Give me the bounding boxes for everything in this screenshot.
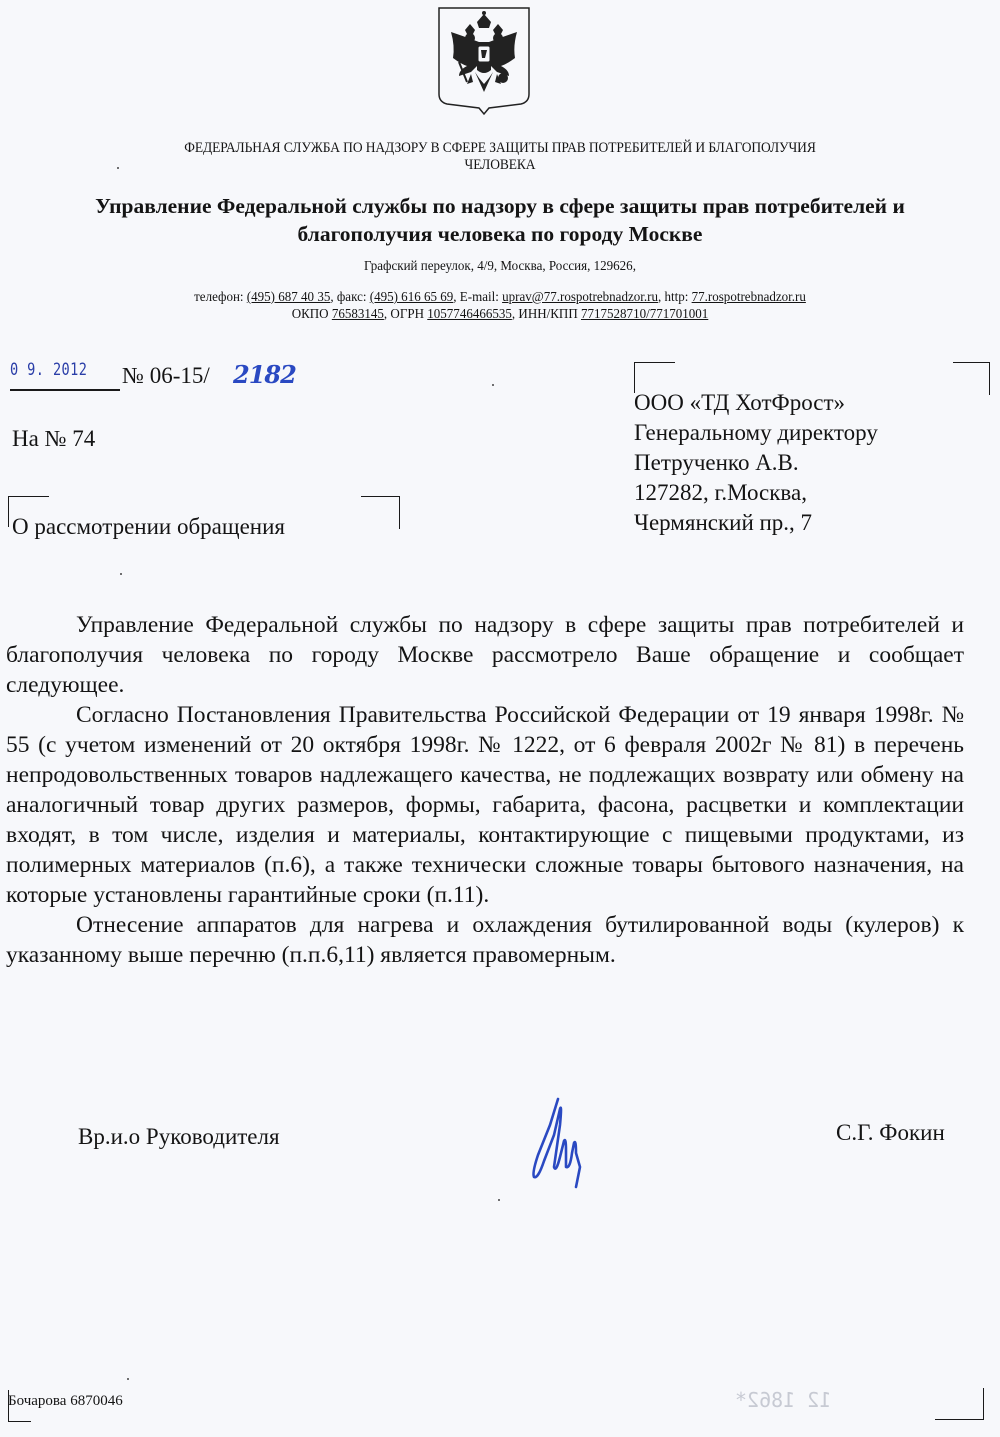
- registration-block: [8, 360, 338, 390]
- bracket-bottom-left: [8, 1390, 31, 1422]
- agency-address: Графский переулок, 4/9, Москва, Россия, 129626,: [364, 259, 636, 274]
- registration-date-underline: [10, 389, 120, 391]
- okpo-label: ОКПО: [291, 307, 332, 322]
- website-link[interactable]: 77.rospotrebnadzor.ru: [691, 290, 806, 305]
- bracket-bottom-right: [935, 1388, 984, 1420]
- department-title-line-1: Управление Федеральной службы по надзору в сфере защиты прав потребителей и: [95, 194, 905, 218]
- subject-text: О рассмотрении обращения: [12, 514, 285, 539]
- reference-number: На № 74: [12, 426, 96, 451]
- ogrn-value: 1057746466535: [427, 307, 512, 322]
- recipient-block: [634, 362, 990, 542]
- fax-label: , факс:: [330, 290, 370, 305]
- scan-speck: [127, 1378, 129, 1380]
- scan-speck: [498, 1199, 500, 1201]
- bracket-top-right: [361, 496, 400, 529]
- department-title-line-2: благополучия человека по городу Москве: [297, 222, 703, 246]
- scan-speck: [492, 384, 494, 386]
- incoming-stamp-bleed-through: 12 1862*: [735, 1388, 832, 1412]
- agency-contacts: [35, 289, 965, 323]
- body-paragraph: Отнесение аппаратов для нагрева и охлаждения бутилированной воды (кулеров) к указанному выше перечню (п.п.6,11) является правомерным.: [6, 912, 964, 968]
- bracket-top-right: [953, 362, 990, 395]
- recipient-name: Петрученко А.В.: [634, 450, 799, 475]
- handwritten-signature-icon: [510, 1095, 590, 1190]
- recipient-address-street: Чермянский пр., 7: [634, 510, 813, 535]
- subject-block: [8, 496, 400, 539]
- letter-body: [6, 610, 964, 970]
- email-link[interactable]: uprav@77.rospotrebnadzor.ru: [502, 290, 658, 305]
- body-paragraph: Управление Федеральной службы по надзору в сфере защиты прав потребителей и благополучия человека по городу Москве рассмотрело Ваше обращение и сообщает следующее.: [6, 612, 964, 698]
- phone-label: телефон:: [194, 290, 247, 305]
- inn-kpp-value: 7717528710/771701001: [580, 307, 709, 322]
- scan-speck: [120, 573, 122, 575]
- agency-name-upper: [35, 140, 965, 174]
- agency-name-line-1: ФЕДЕРАЛЬНАЯ СЛУЖБА ПО НАДЗОРУ В СФЕРЕ ЗАЩИТЫ ПРАВ ПОТРЕБИТЕЛЕЙ И БЛАГОПОЛУЧИЯ: [184, 140, 816, 156]
- ogrn-label: , ОГРН: [383, 307, 428, 322]
- registration-number-handwritten: 2182: [233, 360, 296, 389]
- recipient-position: Генеральному директору: [634, 420, 878, 445]
- coat-of-arms-icon: [437, 6, 531, 116]
- registration-date-stamp: 0 9. 2012: [10, 360, 88, 380]
- scan-speck: [117, 167, 119, 169]
- bracket-top-left: [634, 362, 675, 393]
- recipient-address-city: 127282, г.Москва,: [634, 480, 807, 505]
- signer-position: Вр.и.о Руководителя: [78, 1124, 280, 1149]
- website-label: , http:: [657, 290, 692, 305]
- registration-number-label: № 06-15/: [122, 363, 210, 388]
- executor-contact: Бочарова 6870046: [8, 1393, 123, 1409]
- agency-name-line-2: ЧЕЛОВЕКА: [464, 157, 536, 173]
- fax-number[interactable]: (495) 616 65 69: [369, 290, 454, 305]
- signer-name: С.Г. Фокин: [836, 1120, 945, 1145]
- inn-kpp-label: , ИНН/КПП: [511, 307, 581, 322]
- department-title: [0, 192, 1000, 248]
- email-label: , E-mail:: [453, 290, 503, 305]
- body-paragraph: Согласно Постановления Правительства Российской Федерации от 19 января 1998г. № 55 (с учетом изменений от 20 октября 1998г. № 1222, от 6 февраля 2002г № 81) в перечень непродовольственных товаров надлежащего качества, не подлежащих возврату или обмену на аналогичный товар других размеров, формы, габарита, фасона, расцветки и комплектации входят, в том числе, изделия и материалы, контактирующие с пищевыми продуктами, из полимерных материалов (п.6), а также технически сложные товары бытового назначения, на которые установлены гарантийные сроки (п.11).: [6, 702, 964, 908]
- phone-number[interactable]: (495) 687 40 35: [246, 290, 331, 305]
- recipient-company: ООО «ТД ХотФрост»: [634, 390, 846, 415]
- okpo-value: 76583145: [331, 307, 384, 322]
